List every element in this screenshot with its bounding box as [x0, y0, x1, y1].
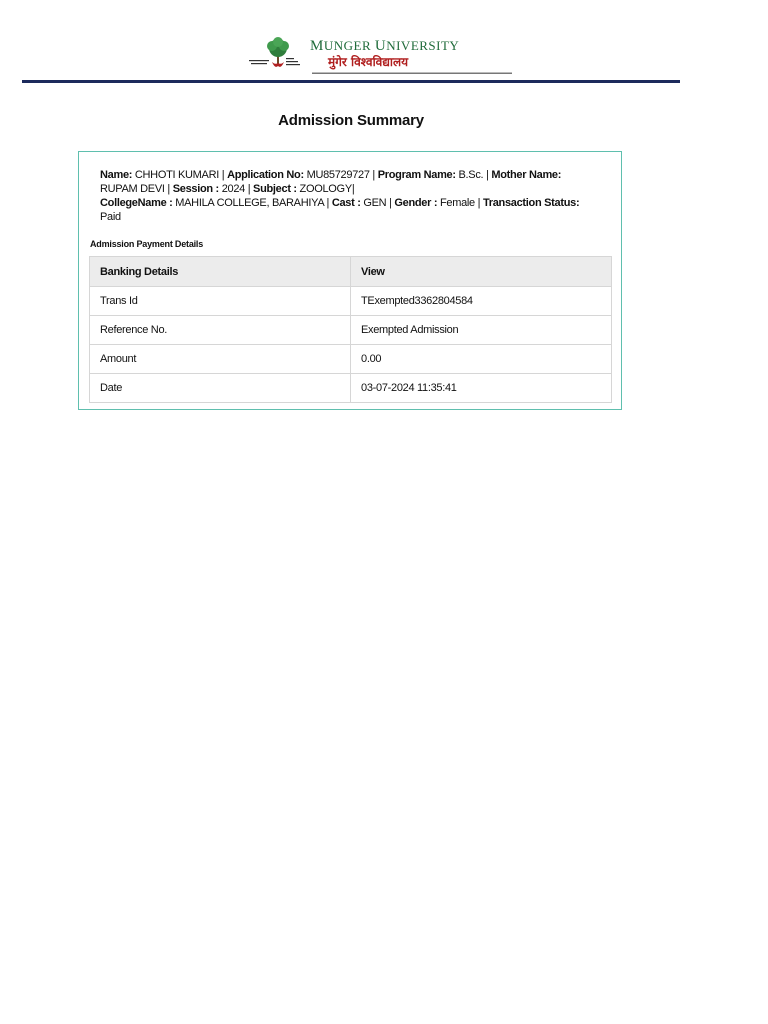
payment-details-table	[89, 256, 612, 403]
summary-card	[78, 151, 622, 410]
university-name	[310, 36, 460, 77]
row-label: Date	[90, 374, 351, 403]
table-row	[90, 345, 612, 374]
row-value: TExempted3362804584	[351, 287, 612, 316]
program-label: Program Name:	[377, 169, 456, 181]
university-logo	[248, 36, 460, 76]
row-label: Amount	[90, 345, 351, 374]
row-label: Reference No.	[90, 316, 351, 345]
payment-details-heading: Admission Payment Details	[90, 239, 204, 249]
row-value: Exempted Admission	[351, 316, 612, 345]
table-header-row	[90, 257, 612, 287]
mother-value: RUPAM DEVI |	[100, 183, 173, 195]
table-row	[90, 287, 612, 316]
column-header-view: View	[351, 257, 612, 287]
name-label: Name:	[100, 169, 133, 181]
program-value: B.Sc. |	[455, 169, 492, 181]
header-divider	[22, 80, 680, 83]
session-label: Session :	[172, 183, 219, 195]
application-label: Application No:	[227, 169, 304, 181]
cast-label: Cast :	[331, 197, 361, 209]
university-emblem-icon	[248, 36, 306, 72]
transaction-status-value: Paid	[100, 211, 121, 223]
student-info	[100, 168, 600, 224]
name-value: CHHOTI KUMARI |	[132, 169, 228, 181]
subject-label: Subject :	[253, 183, 297, 195]
college-label: CollegeName :	[100, 197, 173, 209]
row-value: 0.00	[351, 345, 612, 374]
university-name-english: MUNGER UNIVERSITY	[310, 38, 460, 54]
table-row	[90, 316, 612, 345]
table-row	[90, 374, 612, 403]
university-name-hindi: मुंगेर विश्वविद्यालय	[328, 55, 409, 69]
university-tagline	[312, 71, 460, 77]
row-label: Trans Id	[90, 287, 351, 316]
college-value: MAHILA COLLEGE, BARAHIYA |	[172, 197, 332, 209]
gender-label: Gender :	[394, 197, 438, 209]
subject-value: ZOOLOGY|	[296, 183, 355, 195]
mother-label: Mother Name:	[491, 169, 562, 181]
gender-value: Female |	[437, 197, 483, 209]
application-value: MU85729727 |	[303, 169, 378, 181]
page-title: Admission Summary	[278, 112, 424, 129]
row-value: 03-07-2024 11:35:41	[351, 374, 612, 403]
column-header-banking-details: Banking Details	[90, 257, 351, 287]
transaction-status-label: Transaction Status:	[482, 197, 580, 209]
cast-value: GEN |	[360, 197, 395, 209]
session-value: 2024 |	[218, 183, 254, 195]
